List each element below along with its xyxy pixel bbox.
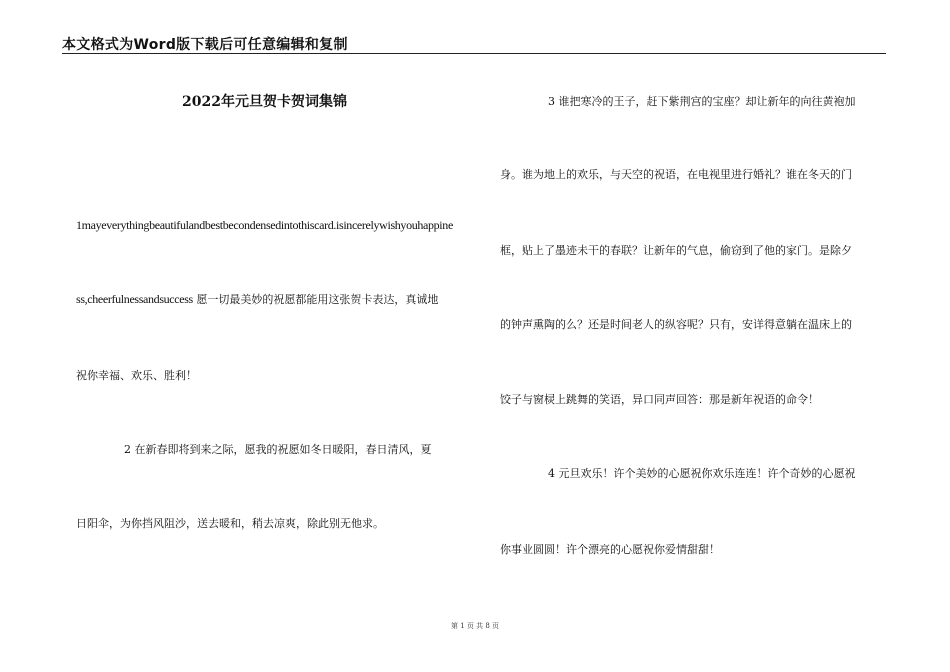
paragraph-line: 的钟声熏陶的么？还是时间老人的纵容呢？只有，安详得意躺在温床上的 [500, 318, 852, 331]
paragraph-line [76, 292, 438, 307]
document-title: 2022年元旦贺卡贺词集锦 [182, 94, 347, 110]
paragraph-line-latin: ss,cheerfulnessandsuccess [76, 292, 193, 306]
download-banner: 本文格式为Word版下载后可任意编辑和复制 [62, 37, 348, 53]
paragraph-line: 2 在新春即将到来之际，愿我的祝愿如冬日暖阳，春日清风，夏 [124, 443, 432, 456]
paragraph-line: 祝你幸福、欢乐、胜利！ [76, 369, 197, 382]
paragraph-line: 饺子与窗棂上跳舞的笑语，异口同声回答：那是新年祝语的命令！ [500, 393, 819, 406]
paragraph-line: 你事业圆圆！许个漂亮的心愿祝你爱情甜甜！ [500, 543, 720, 556]
paragraph-line-cjk: 愿一切最美妙的祝愿都能用这张贺卡表达，真诚地 [192, 293, 439, 306]
page-indicator: 第 1 页 共 8 页 [450, 622, 500, 630]
paragraph-line: 日阳伞，为你挡风阻沙，送去暖和，稍去凉爽，除此别无他求。 [76, 517, 384, 530]
paragraph-line: 身。谁为地上的欢乐，与天空的祝语，在电视里进行婚礼？谁在冬天的门 [500, 168, 852, 181]
header-divider [62, 53, 886, 54]
paragraph-line: 4 元旦欢乐！许个美妙的心愿祝你欢乐连连！许个奇妙的心愿祝 [548, 467, 856, 480]
paragraph-line: 框，贴上了墨迹未干的春联？让新年的气息，偷窃到了他的家门。是除夕 [500, 244, 852, 257]
paragraph-line: 1mayeverythingbeautifulandbestbecondensedintothiscard.isincerelywishyouhappine [76, 218, 453, 232]
paragraph-line: 3 谁把寒冷的王子，赶下紫荆宫的宝座？却让新年的向往黄袍加 [548, 95, 856, 108]
